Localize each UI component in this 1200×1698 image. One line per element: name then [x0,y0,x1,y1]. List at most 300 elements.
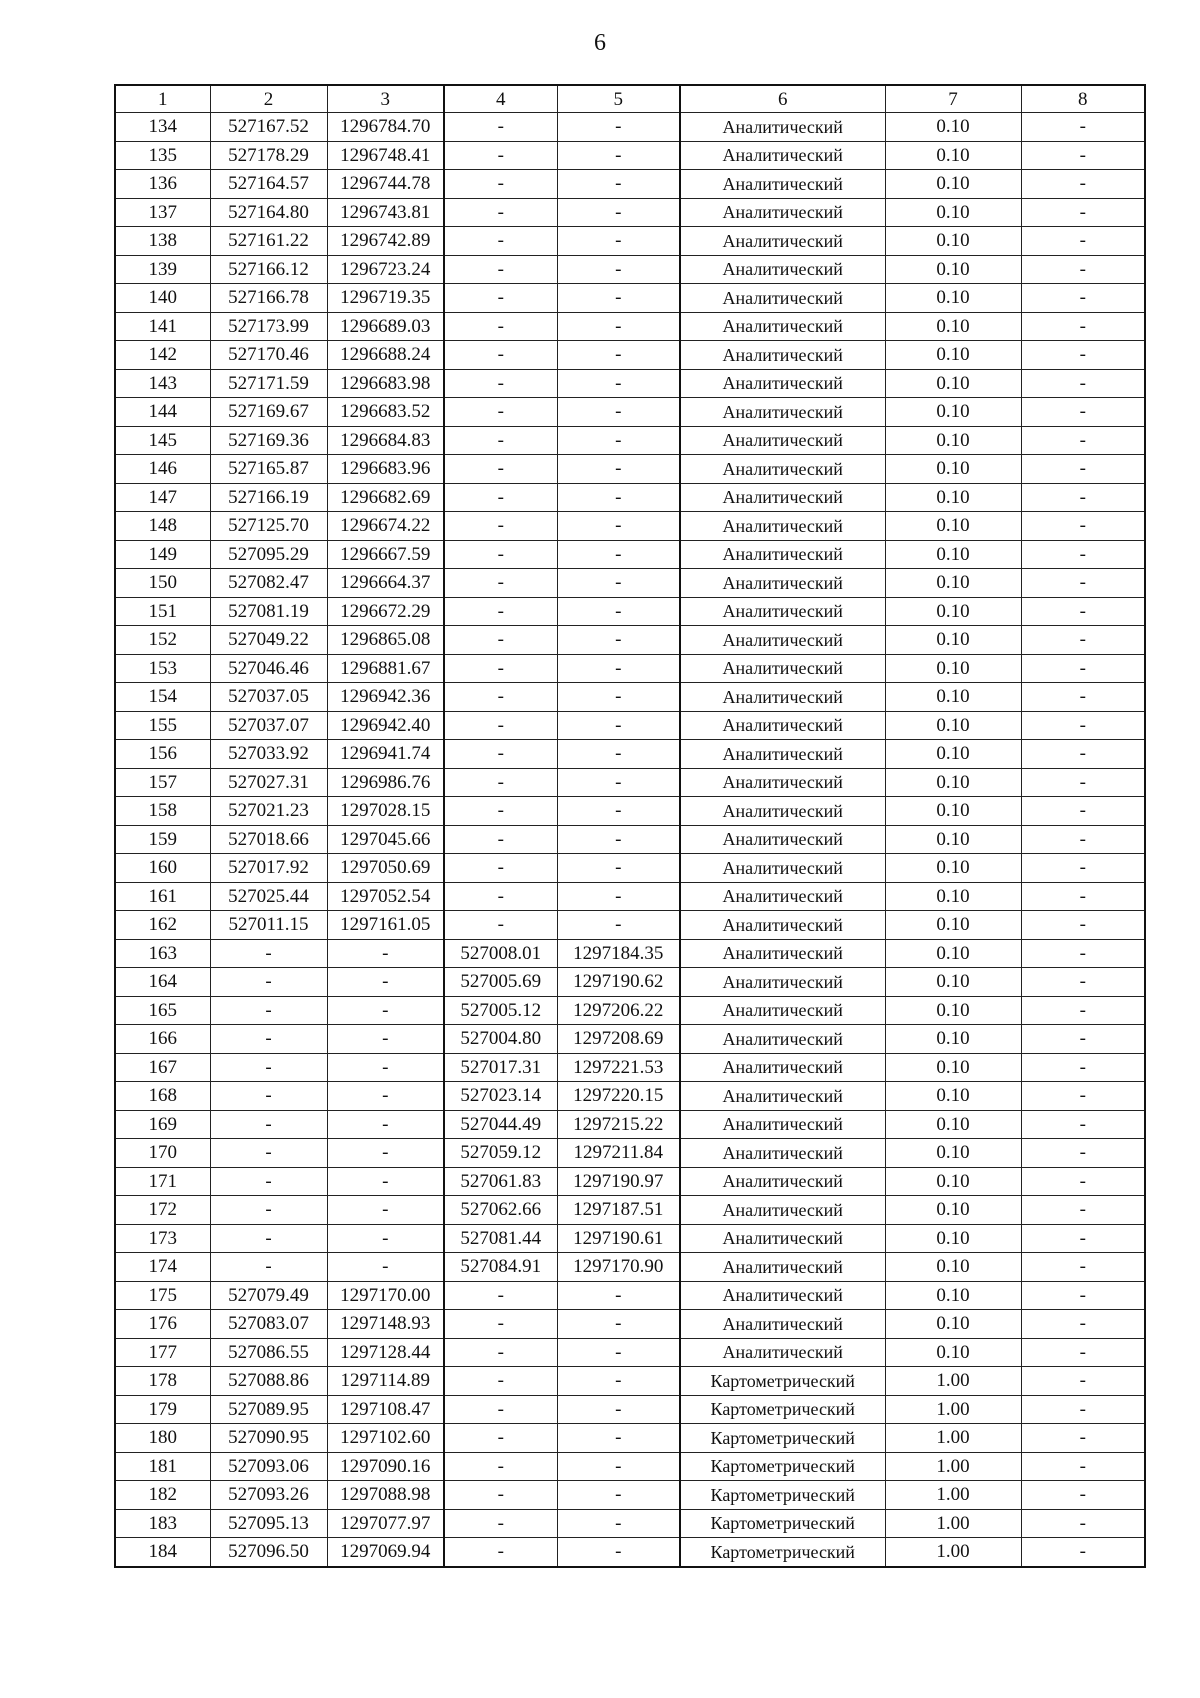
method-cell: Аналитический [680,597,885,626]
point-number-cell: 173 [115,1224,210,1253]
y-new-cell: - [557,198,680,227]
accuracy-cell: 0.10 [885,312,1021,341]
table-row [115,911,1145,940]
table-row [115,341,1145,370]
accuracy-cell: 0.10 [885,1167,1021,1196]
accuracy-cell: 0.10 [885,512,1021,541]
x-existing-cell: - [210,1167,327,1196]
point-number-cell: 165 [115,996,210,1025]
x-new-cell: - [444,654,557,683]
y-existing-cell: 1296986.76 [327,768,444,797]
y-existing-cell: 1296664.37 [327,569,444,598]
y-existing-cell: 1297148.93 [327,1310,444,1339]
point-number-cell: 149 [115,540,210,569]
point-number-cell: 159 [115,825,210,854]
x-existing-cell: 527165.87 [210,455,327,484]
point-number-cell: 180 [115,1424,210,1453]
method-cell: Картометрический [680,1395,885,1424]
accuracy-cell: 1.00 [885,1509,1021,1538]
method-cell: Аналитический [680,255,885,284]
y-new-cell: - [557,284,680,313]
method-cell: Аналитический [680,141,885,170]
y-new-cell: 1297190.97 [557,1167,680,1196]
y-existing-cell: - [327,1139,444,1168]
description-cell: - [1021,170,1145,199]
description-cell: - [1021,198,1145,227]
table-row [115,1281,1145,1310]
description-cell: - [1021,483,1145,512]
method-cell: Аналитический [680,1025,885,1054]
y-existing-cell: 1297052.54 [327,882,444,911]
x-new-cell: - [444,227,557,256]
y-existing-cell: 1296743.81 [327,198,444,227]
y-existing-cell: - [327,996,444,1025]
y-new-cell: - [557,426,680,455]
method-cell: Аналитический [680,740,885,769]
point-number-cell: 137 [115,198,210,227]
method-cell: Аналитический [680,768,885,797]
method-cell: Аналитический [680,1110,885,1139]
column-header: 1 [115,85,210,113]
accuracy-cell: 0.10 [885,711,1021,740]
accuracy-cell: 0.10 [885,483,1021,512]
accuracy-cell: 0.10 [885,1082,1021,1111]
method-cell: Аналитический [680,398,885,427]
point-number-cell: 162 [115,911,210,940]
table-row [115,1025,1145,1054]
table-row [115,1167,1145,1196]
method-cell: Аналитический [680,512,885,541]
y-existing-cell: - [327,939,444,968]
method-cell: Аналитический [680,284,885,313]
y-existing-cell: 1297077.97 [327,1509,444,1538]
y-existing-cell: 1296744.78 [327,170,444,199]
accuracy-cell: 1.00 [885,1367,1021,1396]
y-new-cell: - [557,1310,680,1339]
x-existing-cell: - [210,1082,327,1111]
x-new-cell: - [444,512,557,541]
x-new-cell: - [444,683,557,712]
point-number-cell: 144 [115,398,210,427]
x-new-cell: 527017.31 [444,1053,557,1082]
x-new-cell: - [444,711,557,740]
table-row [115,1481,1145,1510]
description-cell: - [1021,597,1145,626]
y-new-cell: 1297190.62 [557,968,680,997]
x-existing-cell: 527096.50 [210,1538,327,1567]
point-number-cell: 148 [115,512,210,541]
table-row [115,483,1145,512]
method-cell: Аналитический [680,882,885,911]
x-new-cell: - [444,113,557,142]
table-row [115,996,1145,1025]
table-row [115,426,1145,455]
y-new-cell: - [557,882,680,911]
description-cell: - [1021,1196,1145,1225]
x-existing-cell: 527164.80 [210,198,327,227]
point-number-cell: 175 [115,1281,210,1310]
accuracy-cell: 0.10 [885,455,1021,484]
table-row [115,968,1145,997]
x-new-cell: - [444,1452,557,1481]
method-cell: Картометрический [680,1424,885,1453]
method-cell: Аналитический [680,854,885,883]
table-row [115,1253,1145,1282]
x-existing-cell: 527093.06 [210,1452,327,1481]
accuracy-cell: 1.00 [885,1452,1021,1481]
description-cell: - [1021,1367,1145,1396]
y-existing-cell: 1296748.41 [327,141,444,170]
table-row [115,1509,1145,1538]
description-cell: - [1021,1139,1145,1168]
x-new-cell: 527084.91 [444,1253,557,1282]
table-row [115,113,1145,142]
accuracy-cell: 0.10 [885,797,1021,826]
y-new-cell: 1297220.15 [557,1082,680,1111]
accuracy-cell: 0.10 [885,882,1021,911]
x-existing-cell: 527090.95 [210,1424,327,1453]
table-row [115,512,1145,541]
y-existing-cell: 1296784.70 [327,113,444,142]
x-existing-cell: - [210,939,327,968]
column-header: 6 [680,85,885,113]
y-existing-cell: 1296672.29 [327,597,444,626]
accuracy-cell: 0.10 [885,1224,1021,1253]
description-cell: - [1021,1082,1145,1111]
x-new-cell: 527044.49 [444,1110,557,1139]
x-existing-cell: - [210,1196,327,1225]
accuracy-cell: 0.10 [885,341,1021,370]
x-new-cell: - [444,255,557,284]
description-cell: - [1021,1338,1145,1367]
y-new-cell: - [557,626,680,655]
y-new-cell: - [557,654,680,683]
x-existing-cell: 527125.70 [210,512,327,541]
description-cell: - [1021,369,1145,398]
accuracy-cell: 0.10 [885,968,1021,997]
description-cell: - [1021,626,1145,655]
y-new-cell: - [557,1424,680,1453]
x-new-cell: - [444,597,557,626]
y-existing-cell: 1297045.66 [327,825,444,854]
accuracy-cell: 0.10 [885,1310,1021,1339]
method-cell: Аналитический [680,654,885,683]
table-row [115,882,1145,911]
table-row [115,654,1145,683]
point-number-cell: 161 [115,882,210,911]
accuracy-cell: 0.10 [885,1196,1021,1225]
point-number-cell: 168 [115,1082,210,1111]
description-cell: - [1021,455,1145,484]
column-header: 3 [327,85,444,113]
y-new-cell: - [557,512,680,541]
table-row [115,1395,1145,1424]
method-cell: Аналитический [680,369,885,398]
x-existing-cell: - [210,1110,327,1139]
description-cell: - [1021,1310,1145,1339]
description-cell: - [1021,341,1145,370]
table-row [115,626,1145,655]
x-existing-cell: 527088.86 [210,1367,327,1396]
x-new-cell: 527081.44 [444,1224,557,1253]
y-new-cell: - [557,711,680,740]
accuracy-cell: 0.10 [885,825,1021,854]
y-new-cell: - [557,398,680,427]
method-cell: Аналитический [680,341,885,370]
x-new-cell: - [444,740,557,769]
x-existing-cell: - [210,1139,327,1168]
description-cell: - [1021,1110,1145,1139]
description-cell: - [1021,882,1145,911]
y-new-cell: 1297206.22 [557,996,680,1025]
table-row [115,312,1145,341]
x-existing-cell: 527161.22 [210,227,327,256]
description-cell: - [1021,996,1145,1025]
method-cell: Аналитический [680,683,885,712]
method-cell: Аналитический [680,996,885,1025]
x-new-cell: 527023.14 [444,1082,557,1111]
y-new-cell: - [557,455,680,484]
accuracy-cell: 0.10 [885,740,1021,769]
x-existing-cell: 527089.95 [210,1395,327,1424]
table-row [115,1538,1145,1567]
method-cell: Аналитический [680,1224,885,1253]
table-row [115,255,1145,284]
method-cell: Аналитический [680,170,885,199]
table-row [115,683,1145,712]
y-existing-cell: 1297028.15 [327,797,444,826]
table-row [115,455,1145,484]
description-cell: - [1021,797,1145,826]
point-number-cell: 136 [115,170,210,199]
y-existing-cell: 1296683.96 [327,455,444,484]
table-row [115,540,1145,569]
x-new-cell: 527005.12 [444,996,557,1025]
table-row [115,398,1145,427]
x-existing-cell: 527095.29 [210,540,327,569]
point-number-cell: 152 [115,626,210,655]
description-cell: - [1021,141,1145,170]
accuracy-cell: 0.10 [885,1253,1021,1282]
method-cell: Аналитический [680,911,885,940]
description-cell: - [1021,1253,1145,1282]
point-number-cell: 171 [115,1167,210,1196]
y-existing-cell: - [327,1110,444,1139]
table-row [115,740,1145,769]
x-new-cell: - [444,854,557,883]
y-existing-cell: - [327,1167,444,1196]
y-new-cell: - [557,825,680,854]
accuracy-cell: 0.10 [885,654,1021,683]
x-existing-cell: 527017.92 [210,854,327,883]
x-new-cell: 527004.80 [444,1025,557,1054]
y-existing-cell: 1296683.52 [327,398,444,427]
point-number-cell: 184 [115,1538,210,1567]
method-cell: Аналитический [680,1338,885,1367]
point-number-cell: 140 [115,284,210,313]
x-existing-cell: 527169.36 [210,426,327,455]
description-cell: - [1021,540,1145,569]
y-existing-cell: 1297069.94 [327,1538,444,1567]
point-number-cell: 146 [115,455,210,484]
method-cell: Аналитический [680,825,885,854]
x-existing-cell: 527171.59 [210,369,327,398]
method-cell: Аналитический [680,483,885,512]
y-existing-cell: 1297088.98 [327,1481,444,1510]
y-new-cell: 1297187.51 [557,1196,680,1225]
point-number-cell: 170 [115,1139,210,1168]
method-cell: Картометрический [680,1538,885,1567]
x-existing-cell: 527037.07 [210,711,327,740]
method-cell: Аналитический [680,426,885,455]
accuracy-cell: 0.10 [885,768,1021,797]
method-cell: Аналитический [680,968,885,997]
description-cell: - [1021,569,1145,598]
table-row [115,1310,1145,1339]
description-cell: - [1021,1053,1145,1082]
accuracy-cell: 0.10 [885,854,1021,883]
method-cell: Аналитический [680,227,885,256]
description-cell: - [1021,426,1145,455]
description-cell: - [1021,398,1145,427]
x-new-cell: - [444,455,557,484]
y-new-cell: - [557,1538,680,1567]
x-new-cell: - [444,768,557,797]
description-cell: - [1021,654,1145,683]
table-row [115,1053,1145,1082]
y-new-cell: - [557,854,680,883]
accuracy-cell: 0.10 [885,141,1021,170]
method-cell: Аналитический [680,1053,885,1082]
accuracy-cell: 0.10 [885,911,1021,940]
y-new-cell: - [557,540,680,569]
y-existing-cell: 1296941.74 [327,740,444,769]
description-cell: - [1021,255,1145,284]
x-new-cell: - [444,825,557,854]
accuracy-cell: 0.10 [885,1338,1021,1367]
point-number-cell: 154 [115,683,210,712]
point-number-cell: 156 [115,740,210,769]
accuracy-cell: 1.00 [885,1424,1021,1453]
method-cell: Картометрический [680,1367,885,1396]
y-new-cell: - [557,1338,680,1367]
point-number-cell: 179 [115,1395,210,1424]
x-existing-cell: 527095.13 [210,1509,327,1538]
point-number-cell: 158 [115,797,210,826]
method-cell: Аналитический [680,1167,885,1196]
y-existing-cell: - [327,1253,444,1282]
x-new-cell: - [444,882,557,911]
x-existing-cell: 527178.29 [210,141,327,170]
x-existing-cell: - [210,996,327,1025]
point-number-cell: 167 [115,1053,210,1082]
x-new-cell: - [444,1367,557,1396]
table-row [115,854,1145,883]
point-number-cell: 160 [115,854,210,883]
x-existing-cell: 527081.19 [210,597,327,626]
y-new-cell: - [557,312,680,341]
description-cell: - [1021,825,1145,854]
table-row [115,227,1145,256]
y-new-cell: - [557,768,680,797]
x-new-cell: - [444,1310,557,1339]
x-existing-cell: 527170.46 [210,341,327,370]
method-cell: Аналитический [680,113,885,142]
x-new-cell: - [444,369,557,398]
point-number-cell: 176 [115,1310,210,1339]
x-new-cell: - [444,797,557,826]
y-new-cell: - [557,113,680,142]
x-existing-cell: 527082.47 [210,569,327,598]
point-number-cell: 178 [115,1367,210,1396]
table-row [115,569,1145,598]
y-existing-cell: - [327,1224,444,1253]
x-new-cell: - [444,1509,557,1538]
x-new-cell: - [444,170,557,199]
description-cell: - [1021,768,1145,797]
table-row [115,797,1145,826]
y-new-cell: - [557,483,680,512]
x-existing-cell: 527049.22 [210,626,327,655]
x-existing-cell: 527164.57 [210,170,327,199]
x-new-cell: - [444,540,557,569]
accuracy-cell: 0.10 [885,996,1021,1025]
method-cell: Аналитический [680,1281,885,1310]
accuracy-cell: 0.10 [885,227,1021,256]
y-new-cell: 1297184.35 [557,939,680,968]
description-cell: - [1021,854,1145,883]
point-number-cell: 135 [115,141,210,170]
y-existing-cell: 1297050.69 [327,854,444,883]
y-existing-cell: 1296881.67 [327,654,444,683]
method-cell: Аналитический [680,540,885,569]
method-cell: Аналитический [680,198,885,227]
y-existing-cell: 1296683.98 [327,369,444,398]
table-row [115,369,1145,398]
method-cell: Аналитический [680,939,885,968]
accuracy-cell: 0.10 [885,170,1021,199]
table-row [115,141,1145,170]
x-new-cell: 527061.83 [444,1167,557,1196]
point-number-cell: 169 [115,1110,210,1139]
x-new-cell: - [444,341,557,370]
x-new-cell: - [444,1424,557,1453]
point-number-cell: 142 [115,341,210,370]
page-number: 6 [594,30,606,56]
y-existing-cell: - [327,968,444,997]
table-row [115,1196,1145,1225]
x-existing-cell: 527086.55 [210,1338,327,1367]
accuracy-cell: 0.10 [885,398,1021,427]
y-new-cell: - [557,369,680,398]
y-new-cell: - [557,1481,680,1510]
y-existing-cell: 1297090.16 [327,1452,444,1481]
x-existing-cell: 527011.15 [210,911,327,940]
description-cell: - [1021,968,1145,997]
y-existing-cell: 1296865.08 [327,626,444,655]
y-existing-cell: 1297102.60 [327,1424,444,1453]
method-cell: Аналитический [680,312,885,341]
y-existing-cell: 1296682.69 [327,483,444,512]
x-new-cell: 527059.12 [444,1139,557,1168]
x-existing-cell: 527018.66 [210,825,327,854]
table-row [115,1452,1145,1481]
table-row [115,198,1145,227]
x-existing-cell: - [210,1053,327,1082]
x-new-cell: 527062.66 [444,1196,557,1225]
y-existing-cell: - [327,1196,444,1225]
description-cell: - [1021,1224,1145,1253]
